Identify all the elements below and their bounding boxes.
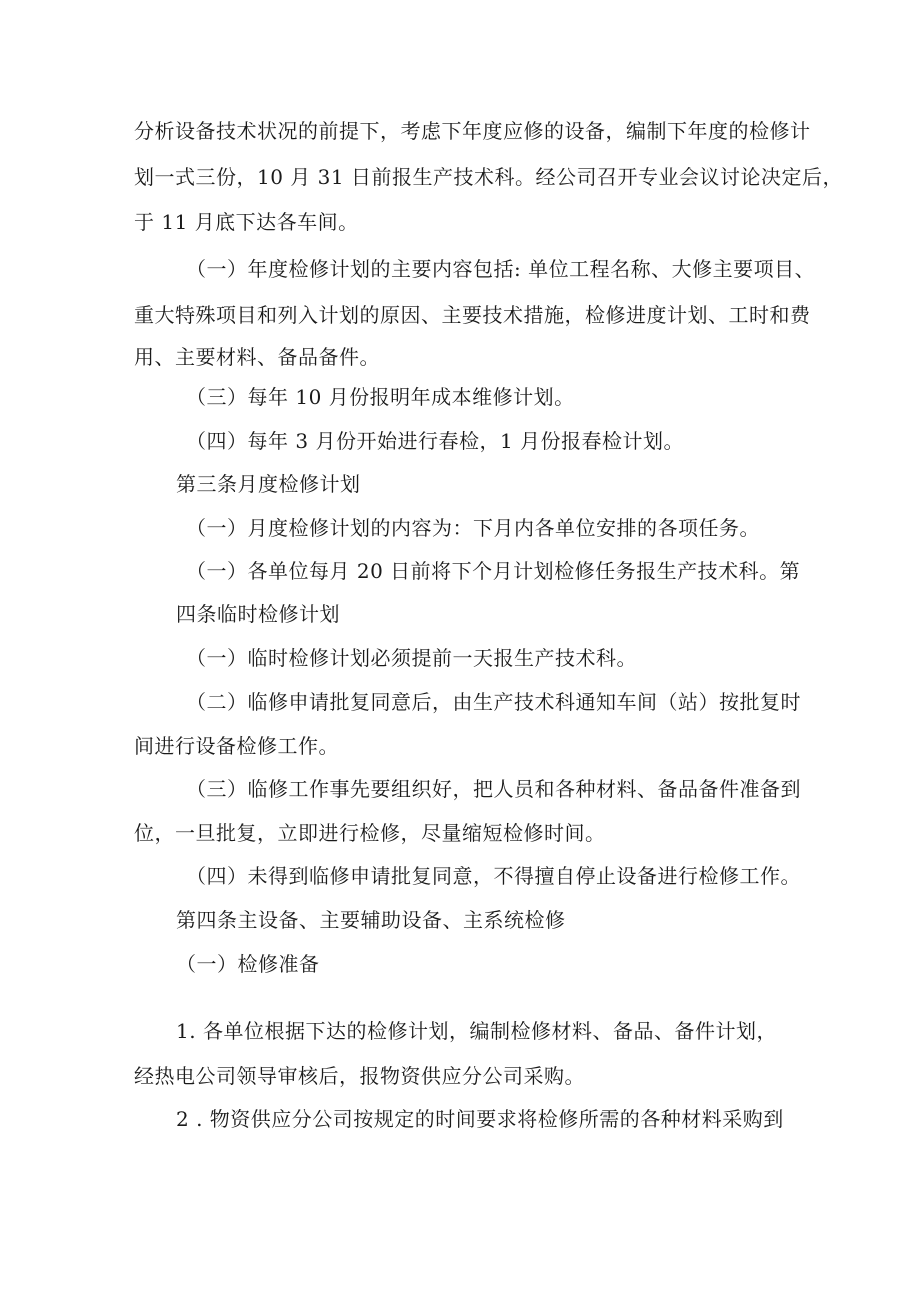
text-line-17: 位，一旦批复，立即进行检修，尽量缩短检修时间。 [134,821,606,845]
text-line-22: 经热电公司领导审核后，报物资供应分公司采购。 [134,1064,585,1088]
text-line-23: 2 . 物资供应分公司按规定的时间要求将检修所需的各种材料采购到 [176,1107,784,1131]
text-line-6: 用、主要材料、备品备件。 [134,345,380,369]
text-line-3: 于 11 月底下达各车间。 [134,210,359,234]
text-line-21: 1. 各单位根据下达的检修计划，编制检修材料、备品、备件计划， [176,1019,777,1043]
text-line-7: （三）每年 10 月份报明年成本维修计划。 [186,385,575,409]
text-line-11: （一）各单位每月 20 日前将下个月计划检修任务报生产技术科。第 [186,559,801,583]
text-line-16: （三）临修工作事先要组织好，把人员和各种材料、备品备件准备到 [186,777,801,801]
article-heading-4b: 第四条主设备、主要辅助设备、主系统检修 [176,908,566,932]
text-line-15: 间进行设备检修工作。 [134,734,339,758]
text-line-18: （四）未得到临修申请批复同意，不得擅自停止设备进行检修工作。 [186,864,801,888]
article-heading-3: 第三条月度检修计划 [176,472,361,496]
text-line-2: 划一式三份，10 月 31 日前报生产技术科。经公司召开专业会议讨论决定后， [134,165,843,189]
text-line-1: 分析设备技术状况的前提下，考虑下年度应修的设备，编制下年度的检修计 [134,119,811,143]
text-line-8: （四）每年 3 月份开始进行春检，1 月份报春检计划。 [186,429,685,453]
text-line-4: （一）年度检修计划的主要内容包括: 单位工程名称、大修主要项目、 [186,257,816,281]
section-heading-prep: （一）检修准备 [176,952,320,976]
text-line-14: （二）临修申请批复同意后，由生产技术科通知车间（站）按批复时 [186,690,801,714]
article-heading-4: 四条临时检修计划 [176,602,340,626]
text-line-10: （一）月度检修计划的内容为：下月内各单位安排的各项任务。 [186,516,760,540]
text-line-13: （一）临时检修计划必须提前一天报生产技术科。 [186,646,637,670]
text-line-5: 重大特殊项目和列入计划的原因、主要技术措施，检修进度计划、工时和费 [134,303,811,327]
